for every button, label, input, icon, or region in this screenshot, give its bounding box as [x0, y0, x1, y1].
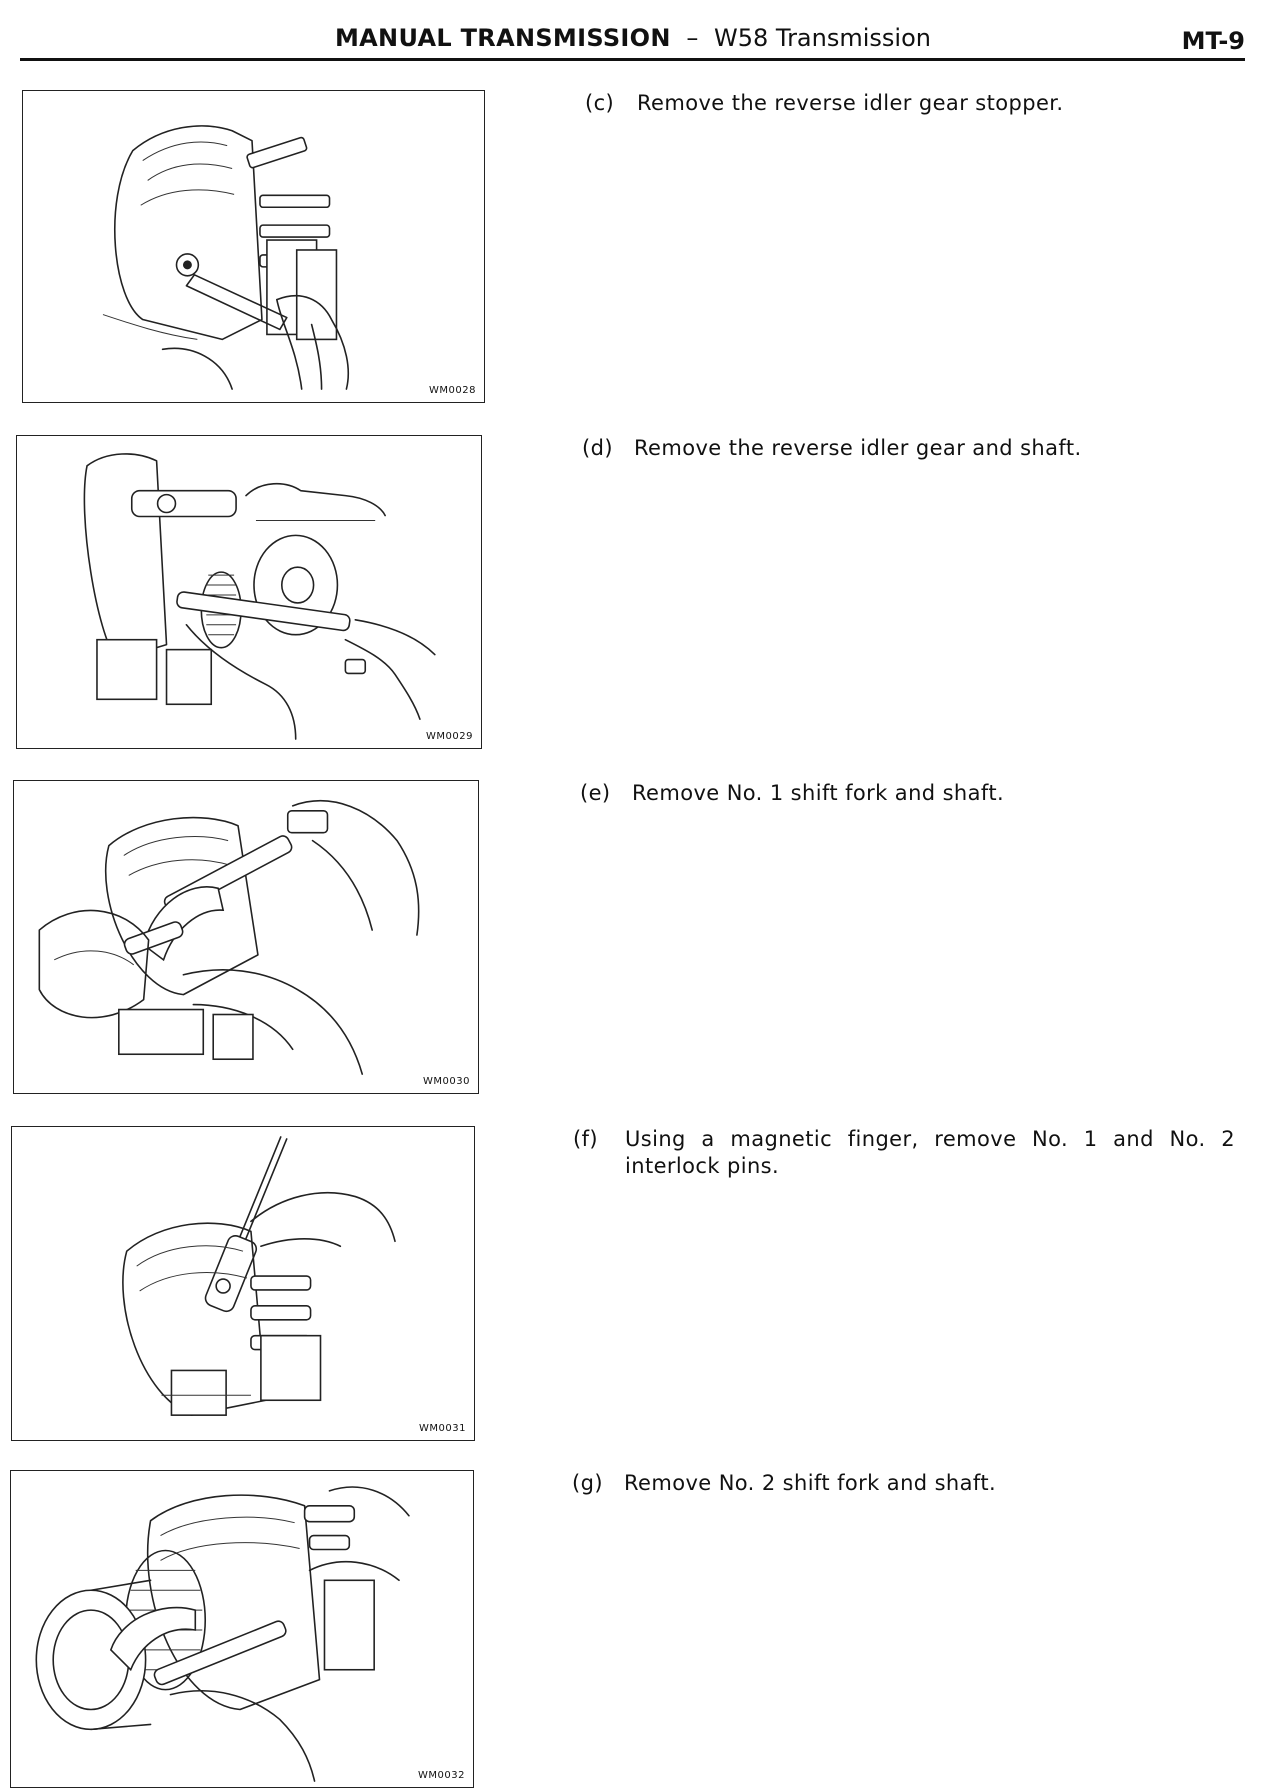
figure-no2-shift-fork [10, 1470, 474, 1788]
step-text: Remove No. 1 shift fork and shaft. [632, 781, 1005, 805]
figure-code: WM0032 [418, 1770, 465, 1781]
figure-reverse-idler-stopper [22, 90, 485, 403]
subsection-title: W58 Transmission [714, 24, 931, 52]
step-marker: (f) [573, 1127, 598, 1151]
header-rule [20, 58, 1245, 61]
section-title: MANUAL TRANSMISSION [335, 24, 671, 52]
figure-code: WM0029 [426, 731, 473, 742]
page-code: MT-9 [1181, 27, 1245, 55]
step-marker: (e) [580, 781, 611, 805]
step-marker: (g) [572, 1471, 603, 1495]
step-f [573, 1126, 1235, 1180]
step-text: Remove No. 2 shift fork and shaft. [624, 1471, 997, 1495]
figure-reverse-idler-gear-shaft [16, 435, 482, 749]
step-marker: (d) [582, 436, 613, 460]
figure-code: WM0030 [423, 1076, 470, 1087]
page-header [20, 18, 1245, 60]
illustration-idler-gear-removal [17, 436, 481, 748]
step-c [585, 90, 1245, 117]
step-d [582, 435, 1245, 462]
title-separator: – [686, 24, 699, 52]
illustration-magnetic-finger [12, 1127, 474, 1440]
figure-no1-shift-fork [13, 780, 479, 1094]
step-marker: (c) [585, 91, 615, 115]
header-title [335, 24, 931, 52]
step-g [572, 1470, 1235, 1497]
illustration-stopper-removal [23, 91, 484, 402]
illustration-no1-fork-removal [14, 781, 478, 1093]
figure-code: WM0031 [419, 1423, 466, 1434]
figure-interlock-pins [11, 1126, 475, 1441]
step-text: Remove the reverse idler gear and shaft. [634, 436, 1082, 460]
step-text: Using a magnetic finger, remove No. 1 and No. 2 interlock pins. [625, 1127, 1235, 1178]
step-text: Remove the reverse idler gear stopper. [637, 91, 1064, 115]
step-e [580, 780, 1245, 807]
illustration-no2-fork-removal [11, 1471, 473, 1787]
figure-code: WM0028 [429, 385, 476, 396]
